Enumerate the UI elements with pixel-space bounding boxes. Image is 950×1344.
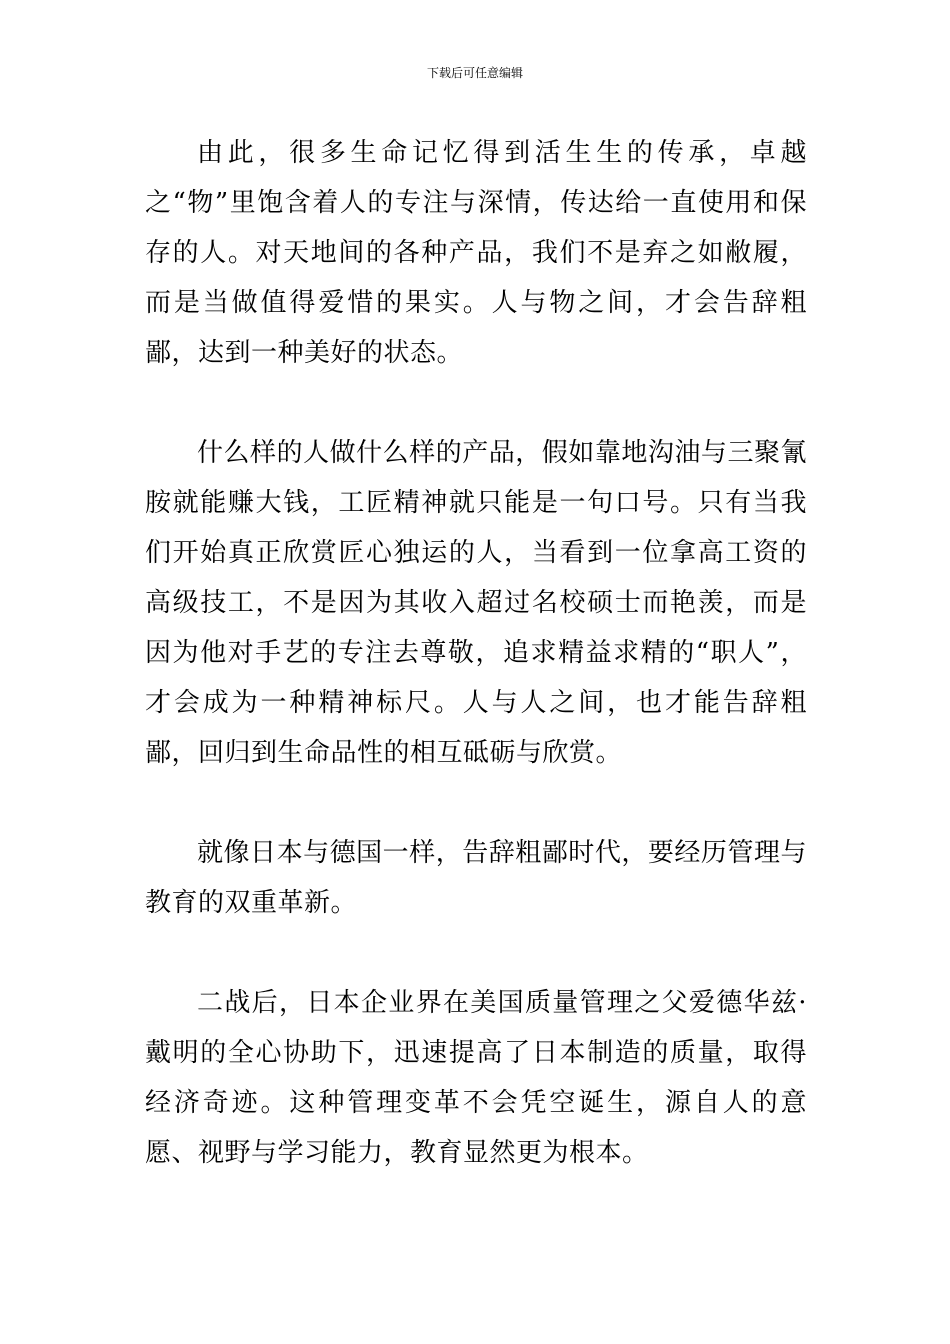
paragraph-2: 什么样的人做什么样的产品，假如靠地沟油与三聚氰胺就能赚大钱，工匠精神就只能是一句口号。只有当我们开始真正欣赏匠心独运的人，当看到一位拿高工资的高级技工，不是因为其收入超过名校硕士而艳羡，而是因为他对手艺的专注去尊敬，追求精益求精的“职人”，才会成为一种精神标尺。人与人之间，也才能告辞粗鄙，回归到生命品性的相互砥砺与欣赏。	[145, 438, 807, 768]
document-body	[145, 128, 807, 1178]
page-header-note: 下载后可任意编辑	[426, 66, 523, 80]
paragraph-4: 二战后，日本企业界在美国质量管理之父爱德华兹·戴明的全心协助下，迅速提高了日本制造的质量，取得经济奇迹。这种管理变革不会凭空诞生，源自人的意愿、视野与学习能力，教育显然更为根本。	[145, 988, 807, 1168]
paragraph-3: 就像日本与德国一样，告辞粗鄙时代，要经历管理与教育的双重革新。	[145, 838, 807, 918]
paragraph-1: 由此，很多生命记忆得到活生生的传承，卓越之“物”里饱含着人的专注与深情，传达给一直使用和保存的人。对天地间的各种产品，我们不是弃之如敝履，而是当做值得爱惜的果实。人与物之间，才会告辞粗鄙，达到一种美好的状态。	[145, 138, 807, 368]
